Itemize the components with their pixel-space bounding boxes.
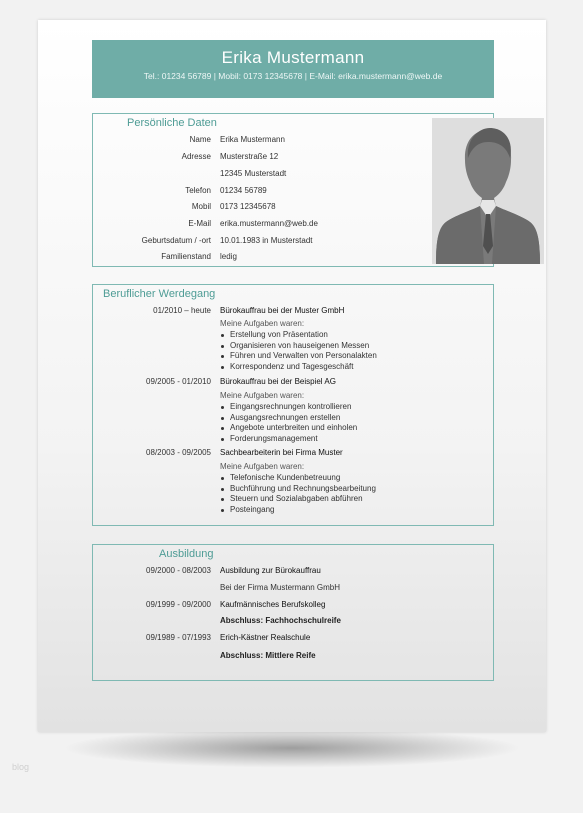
- career-date-1: 01/2010 – heute: [153, 306, 211, 315]
- edu-line1-3: Erich-Kästner Realschule: [220, 633, 311, 642]
- edu-line2-2: Abschluss: Fachhochschulreife: [220, 616, 341, 625]
- career-intro-3: Meine Aufgaben waren:: [220, 462, 305, 471]
- edu-line1-2: Kaufmännisches Berufskolleg: [220, 600, 326, 609]
- label-name: Name: [189, 135, 211, 144]
- value-street: Musterstraße 12: [220, 152, 279, 161]
- section-title-career: Beruflicher Werdegang: [103, 288, 216, 300]
- edu-line2-3: Abschluss: Mittlere Reife: [220, 651, 316, 660]
- list-item: Angebote unterbreiten und einholen: [220, 423, 357, 434]
- list-item: Erstellung von Präsentation: [220, 330, 377, 341]
- label-family: Familienstand: [161, 252, 211, 261]
- career-intro-1: Meine Aufgaben waren:: [220, 319, 305, 328]
- list-item: Organisieren von hauseigenen Messen: [220, 341, 377, 352]
- label-address: Adresse: [181, 152, 211, 161]
- edu-date-3: 09/1989 - 07/1993: [146, 633, 211, 642]
- list-item: Forderungsmanagement: [220, 434, 357, 445]
- list-item: Führen und Verwalten von Personalakten: [220, 351, 377, 362]
- career-date-2: 09/2005 - 01/2010: [146, 377, 211, 386]
- cv-name: Erika Mustermann: [221, 48, 365, 67]
- career-intro-2: Meine Aufgaben waren:: [220, 391, 305, 400]
- list-item: Ausgangsrechnungen erstellen: [220, 413, 357, 424]
- cv-header: [92, 40, 494, 98]
- list-item: Eingangsrechnungen kontrollieren: [220, 402, 357, 413]
- list-item: Buchführung und Rechnungsbearbeitung: [220, 484, 376, 495]
- edu-date-2: 09/1999 - 09/2000: [146, 600, 211, 609]
- career-tasks-1: [220, 330, 377, 372]
- list-item: Posteingang: [220, 505, 376, 516]
- value-mobile: 0173 12345678: [220, 202, 276, 211]
- cv-page: [38, 20, 546, 732]
- person-silhouette-icon: [432, 118, 544, 264]
- label-email: E-Mail: [188, 219, 211, 228]
- career-role-2: Bürokauffrau bei der Beispiel AG: [220, 377, 336, 386]
- section-title-education: Ausbildung: [159, 548, 214, 560]
- list-item: Steuern und Sozialabgaben abführen: [220, 494, 376, 505]
- label-birth: Geburtsdatum / -ort: [141, 236, 211, 245]
- career-role-3: Sachbearbeiterin bei Firma Muster: [220, 448, 343, 457]
- education-section: [92, 544, 494, 681]
- list-item: Telefonische Kundenbetreuung: [220, 473, 376, 484]
- career-date-3: 08/2003 - 09/2005: [146, 448, 211, 457]
- cv-contact-line: Tel.: 01234 56789 | Mobil: 0173 12345678 | E-Mail: erika.mustermann@web.de: [143, 71, 443, 81]
- career-tasks-3: [220, 473, 376, 515]
- watermark-text: blog: [12, 762, 30, 772]
- list-item: Korrespondenz und Tagesgeschäft: [220, 362, 377, 373]
- section-title-personal: Persönliche Daten: [127, 117, 217, 129]
- edu-line1-1: Ausbildung zur Bürokauffrau: [220, 566, 321, 575]
- label-mobile: Mobil: [191, 202, 211, 211]
- value-email: erika.mustermann@web.de: [220, 219, 318, 228]
- personal-data-section: [92, 113, 494, 267]
- career-role-1: Bürokauffrau bei der Muster GmbH: [220, 306, 345, 315]
- value-family: ledig: [220, 252, 237, 261]
- value-birth: 10.01.1983 in Musterstadt: [220, 236, 313, 245]
- career-tasks-2: [220, 402, 357, 444]
- career-section: [92, 284, 494, 526]
- value-city: 12345 Musterstadt: [220, 169, 287, 178]
- edu-date-1: 09/2000 - 08/2003: [146, 566, 211, 575]
- label-phone: Telefon: [185, 186, 211, 195]
- page-shadow: [62, 728, 522, 768]
- value-phone: 01234 56789: [220, 186, 267, 195]
- value-name: Erika Mustermann: [220, 135, 285, 144]
- profile-photo-placeholder: [432, 118, 544, 264]
- edu-line2-1: Bei der Firma Mustermann GmbH: [220, 583, 341, 592]
